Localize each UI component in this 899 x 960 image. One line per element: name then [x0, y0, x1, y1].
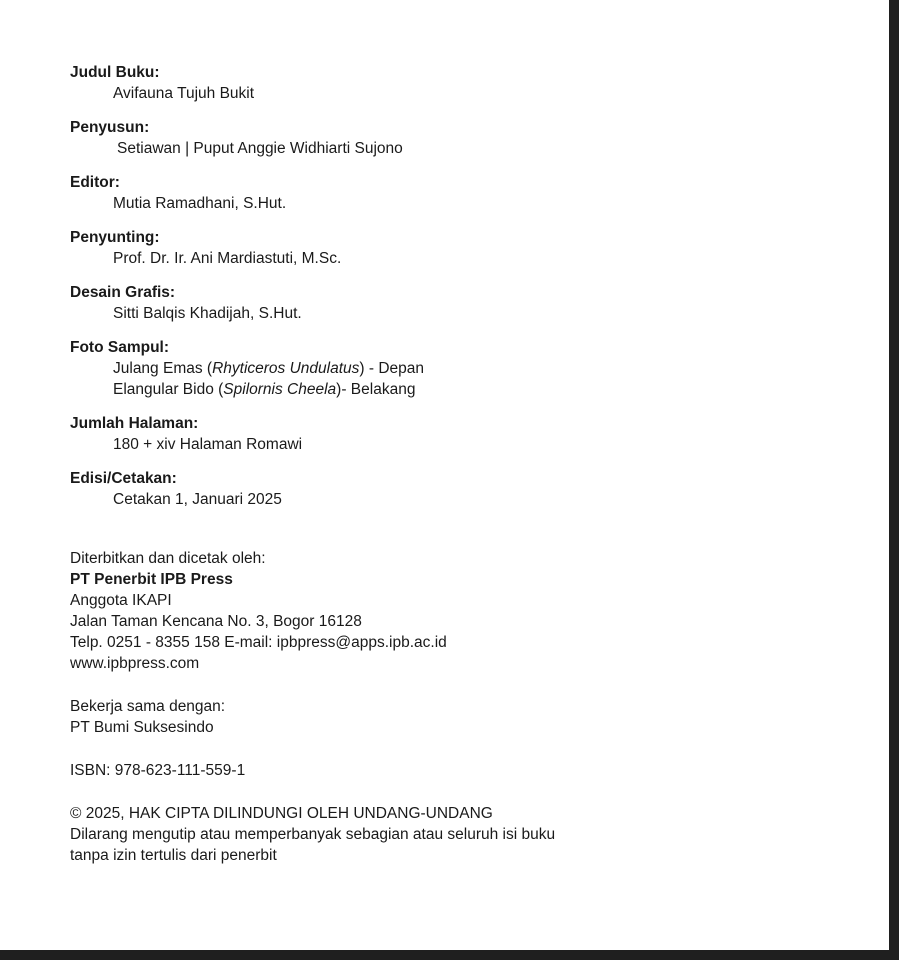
cover-back-prefix: Elangular Bido ( — [113, 381, 224, 398]
copyright-line: tanpa izin tertulis dari penerbit — [70, 847, 277, 864]
isbn: ISBN: 978-623-111-559-1 — [70, 762, 246, 779]
field-label: Desain Grafis: — [70, 284, 176, 301]
publisher-website: www.ipbpress.com — [70, 655, 200, 672]
colophon-content — [70, 62, 830, 888]
field-value: Sitti Balqis Khadijah, S.Hut. — [113, 305, 302, 322]
field-label: Penyunting: — [70, 229, 160, 246]
field-label: Foto Sampul: — [70, 339, 170, 356]
publisher-info — [70, 548, 830, 674]
publisher-contact: Telp. 0251 - 8355 158 E-mail: ipbpress@apps.ipb.ac.id — [70, 634, 447, 651]
partner-intro: Bekerja sama dengan: — [70, 698, 226, 715]
copyright-line: © 2025, HAK CIPTA DILINDUNGI OLEH UNDANG-UNDANG — [70, 805, 493, 822]
field-value: Mutia Ramadhani, S.Hut. — [113, 195, 287, 212]
field-label: Edisi/Cetakan: — [70, 470, 177, 487]
field-edition — [70, 468, 830, 510]
field-value: Cetakan 1, Januari 2025 — [113, 491, 282, 508]
publisher-membership: Anggota IKAPI — [70, 592, 172, 609]
field-editor — [70, 172, 830, 214]
field-label: Jumlah Halaman: — [70, 415, 199, 432]
publisher-name: PT Penerbit IPB Press — [70, 571, 233, 588]
copyright-line: Dilarang mengutip atau memperbanyak sebagian atau seluruh isi buku — [70, 826, 556, 843]
publisher-section — [70, 548, 830, 866]
field-cover-photo — [70, 337, 830, 400]
field-page-count — [70, 413, 830, 455]
publisher-intro: Diterbitkan dan dicetak oleh: — [70, 550, 266, 567]
field-value: Setiawan | Puput Anggie Widhiarti Sujono — [117, 140, 403, 157]
field-reviewer — [70, 227, 830, 269]
field-label: Judul Buku: — [70, 64, 160, 81]
copyright-notice — [70, 803, 830, 866]
partner-name: PT Bumi Suksesindo — [70, 719, 214, 736]
field-label: Penyusun: — [70, 119, 150, 136]
field-value: Prof. Dr. Ir. Ani Mardiastuti, M.Sc. — [113, 250, 342, 267]
field-compiler — [70, 117, 830, 159]
publisher-address: Jalan Taman Kencana No. 3, Bogor 16128 — [70, 613, 362, 630]
field-value: Avifauna Tujuh Bukit — [113, 85, 255, 102]
partner-info — [70, 696, 830, 738]
field-label: Editor: — [70, 174, 120, 191]
cover-front-suffix: ) - Depan — [359, 360, 425, 377]
cover-front-prefix: Julang Emas ( — [113, 360, 213, 377]
cover-back-suffix: )- Belakang — [336, 381, 416, 398]
field-graphic-design — [70, 282, 830, 324]
field-book-title — [70, 62, 830, 104]
cover-front-species: Rhyticeros Undulatus — [212, 360, 360, 377]
cover-photo-back — [70, 379, 830, 400]
cover-back-species: Spilornis Cheela — [223, 381, 337, 398]
cover-photo-front — [70, 358, 830, 379]
field-value: 180 + xiv Halaman Romawi — [113, 436, 303, 453]
